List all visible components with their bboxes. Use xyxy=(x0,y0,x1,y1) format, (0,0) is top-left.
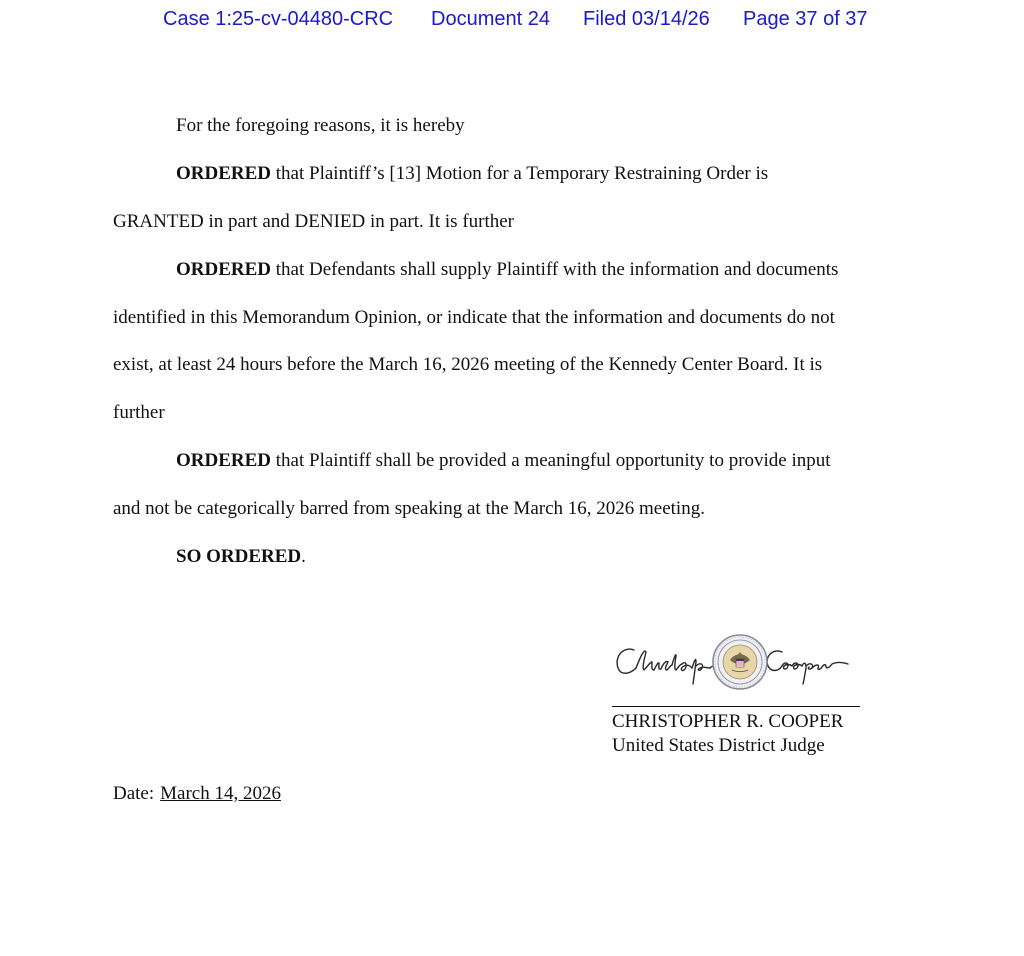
order-2-line-1 xyxy=(176,258,838,282)
header-case-number: Case 1:25-cv-04480-CRC xyxy=(163,8,394,30)
order-3-text-1: that Plaintiff shall be provided a meaningful opportunity to provide input xyxy=(271,450,831,471)
order-1-text-1: that Plaintiff’s [13] Motion for a Temporary Restraining Order is xyxy=(271,163,769,184)
date-line xyxy=(113,782,281,806)
court-seal-icon xyxy=(713,635,767,689)
order-1-line-2 xyxy=(113,210,514,234)
date-value: March 14, 2026 xyxy=(160,783,281,804)
so-ordered-text: SO ORDERED xyxy=(176,546,302,567)
order-2-line-3 xyxy=(113,353,822,377)
order-1-line-1 xyxy=(176,162,768,186)
so-ordered-line xyxy=(176,545,306,569)
header-page-number: Page 37 of 37 xyxy=(743,8,868,30)
order-2-text-4: further xyxy=(113,402,165,423)
order-2-line-4 xyxy=(113,401,165,425)
order-2-text-3: exist, at least 24 hours before the March 16, 2026 meeting of the Kennedy Center Board. It is xyxy=(113,354,823,375)
date-label: Date: xyxy=(113,783,155,804)
so-ordered-period: . xyxy=(301,546,306,567)
judge-name: CHRISTOPHER R. COOPER xyxy=(612,711,844,732)
header-document-number: Document 24 xyxy=(431,8,550,30)
ordered-keyword: ORDERED xyxy=(176,450,272,471)
handwritten-signature-icon xyxy=(606,622,866,702)
header-filed-date: Filed 03/14/26 xyxy=(583,8,710,30)
order-1-text-2: GRANTED in part and DENIED in part. It is further xyxy=(113,211,515,232)
order-3-line-2 xyxy=(113,497,705,521)
order-2-text-2: identified in this Memorandum Opinion, or indicate that the information and documents do not xyxy=(113,307,835,328)
ordered-keyword: ORDERED xyxy=(176,163,272,184)
signature-line xyxy=(612,706,860,707)
judge-title: United States District Judge xyxy=(612,735,825,756)
order-3-line-1 xyxy=(176,449,831,473)
order-2-line-2 xyxy=(113,306,835,330)
signature-block xyxy=(606,622,866,702)
intro-paragraph xyxy=(176,114,465,138)
ordered-keyword: ORDERED xyxy=(176,259,272,280)
order-2-text-1: that Defendants shall supply Plaintiff with the information and documents xyxy=(271,259,839,280)
order-3-text-2: and not be categorically barred from speaking at the March 16, 2026 meeting. xyxy=(113,498,705,519)
intro-text: For the foregoing reasons, it is hereby xyxy=(176,115,465,136)
docket-header xyxy=(163,8,883,36)
